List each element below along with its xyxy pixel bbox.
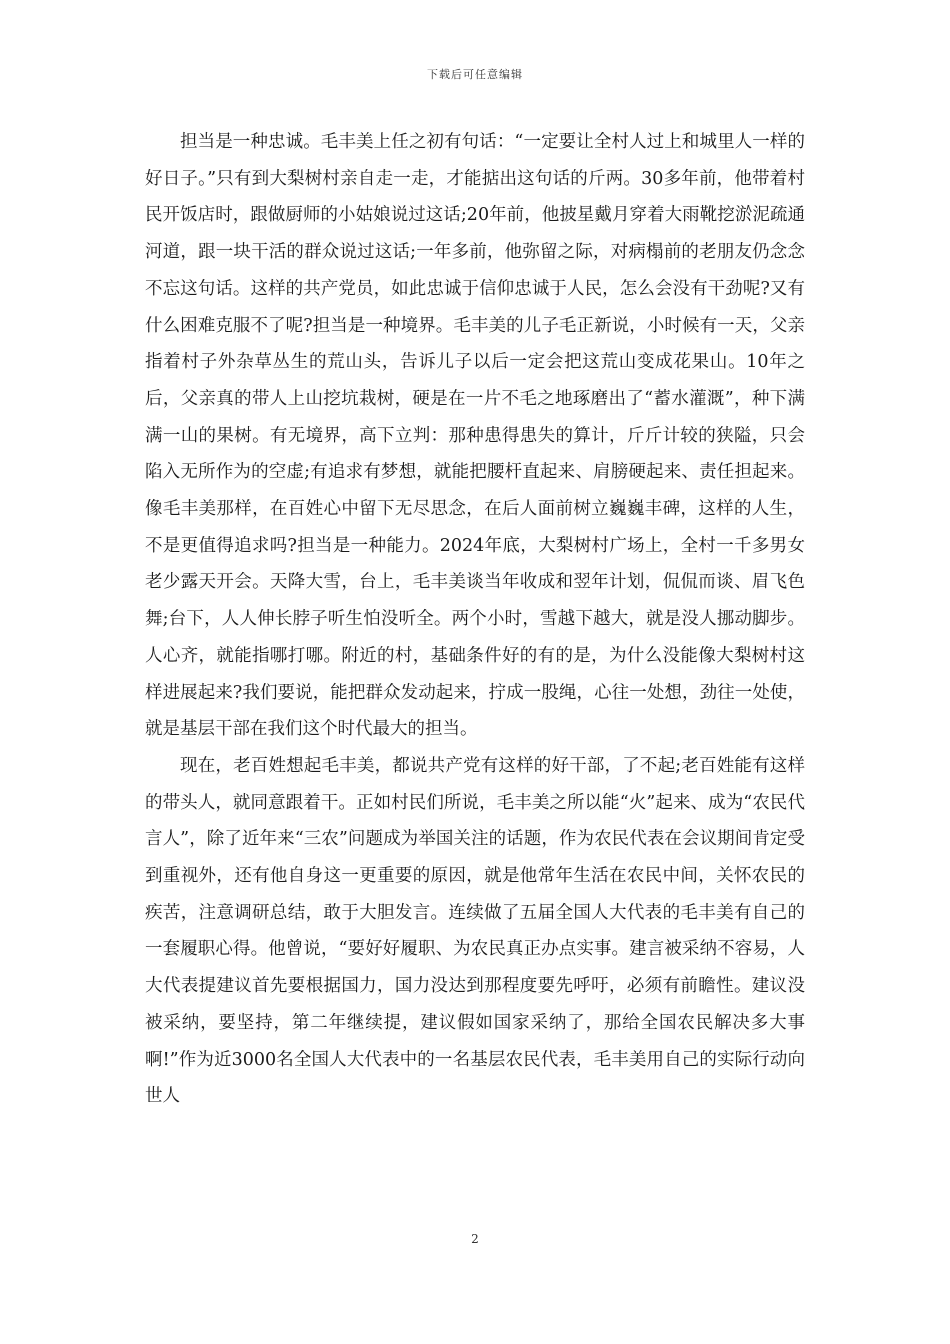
document-body bbox=[145, 124, 805, 1115]
paragraph-2: 现在，老百姓想起毛丰美，都说共产党有这样的好干部，了不起;老百姓能有这样的带头人，就同意跟着干。正如村民们所说，毛丰美之所以能“火”起来、成为“农民代言人”，除了近年来“三农”问题成为举国关注的话题，作为农民代表在会议期间肯定受到重视外，还有他自身这一更重要的原因，就是他常年生活在农民中间，关怀农民的疾苦，注意调研总结，敢于大胆发言。连续做了五届全国人大代表的毛丰美有自己的一套履职心得。他曾说，“要好好履职、为农民真正办点实事。建言被采纳不容易，人大代表提建议首先要根据国力，国力没达到那程度要先呼吁，必须有前瞻性。建议没被采纳，要坚持，第二年继续提，建议假如国家采纳了，那给全国农民解决多大事啊!”作为近3000名全国人大代表中的一名基层农民代表，毛丰美用自己的实际行动向世人 bbox=[145, 755, 805, 1107]
page-number: 2 bbox=[471, 1232, 479, 1246]
paragraph-1: 担当是一种忠诚。毛丰美上任之初有句话：“一定要让全村人过上和城里人一样的好日子。”只有到大梨树村亲自走一走，才能掂出这句话的斤两。30多年前，他带着村民开饭店时，跟做厨师的小姑娘说过这话;20年前，他披星戴月穿着大雨靴挖淤泥疏通河道，跟一块干活的群众说过这话;一年多前，他弥留之际，对病榻前的老朋友仍念念不忘这句话。这样的共产党员，如此忠诚于信仰忠诚于人民，怎么会没有干劲呢?又有什么困难克服不了呢?担当是一种境界。毛丰美的儿子毛正新说，小时候有一天，父亲指着村子外杂草丛生的荒山头，告诉儿子以后一定会把这荒山变成花果山。10年之后，父亲真的带人上山挖坑栽树，硬是在一片不毛之地琢磨出了“蓄水灌溉”，种下满满一山的果树。有无境界，高下立判：那种患得患失的算计，斤斤计较的狭隘，只会陷入无所作为的空虚;有追求有梦想，就能把腰杆直起来、肩膀硬起来、责任担起来。像毛丰美那样，在百姓心中留下无尽思念，在后人面前树立巍巍丰碑，这样的人生，不是更值得追求吗?担当是一种能力。2024年底，大梨树村广场上，全村一千多男女老少露天开会。天降大雪，台上，毛丰美谈当年收成和翌年计划，侃侃而谈、眉飞色舞;台下，人人伸长脖子听生怕没听全。两个小时，雪越下越大，就是没人挪动脚步。人心齐，就能指哪打哪。附近的村，基础条件好的有的是，为什么没能像大梨树村这样进展起来?我们要说，能把群众发动起来，拧成一股绳，心往一处想，劲往一处使，就是基层干部在我们这个时代最大的担当。 bbox=[145, 132, 805, 740]
page-header: 下载后可任意编辑 bbox=[427, 68, 523, 81]
